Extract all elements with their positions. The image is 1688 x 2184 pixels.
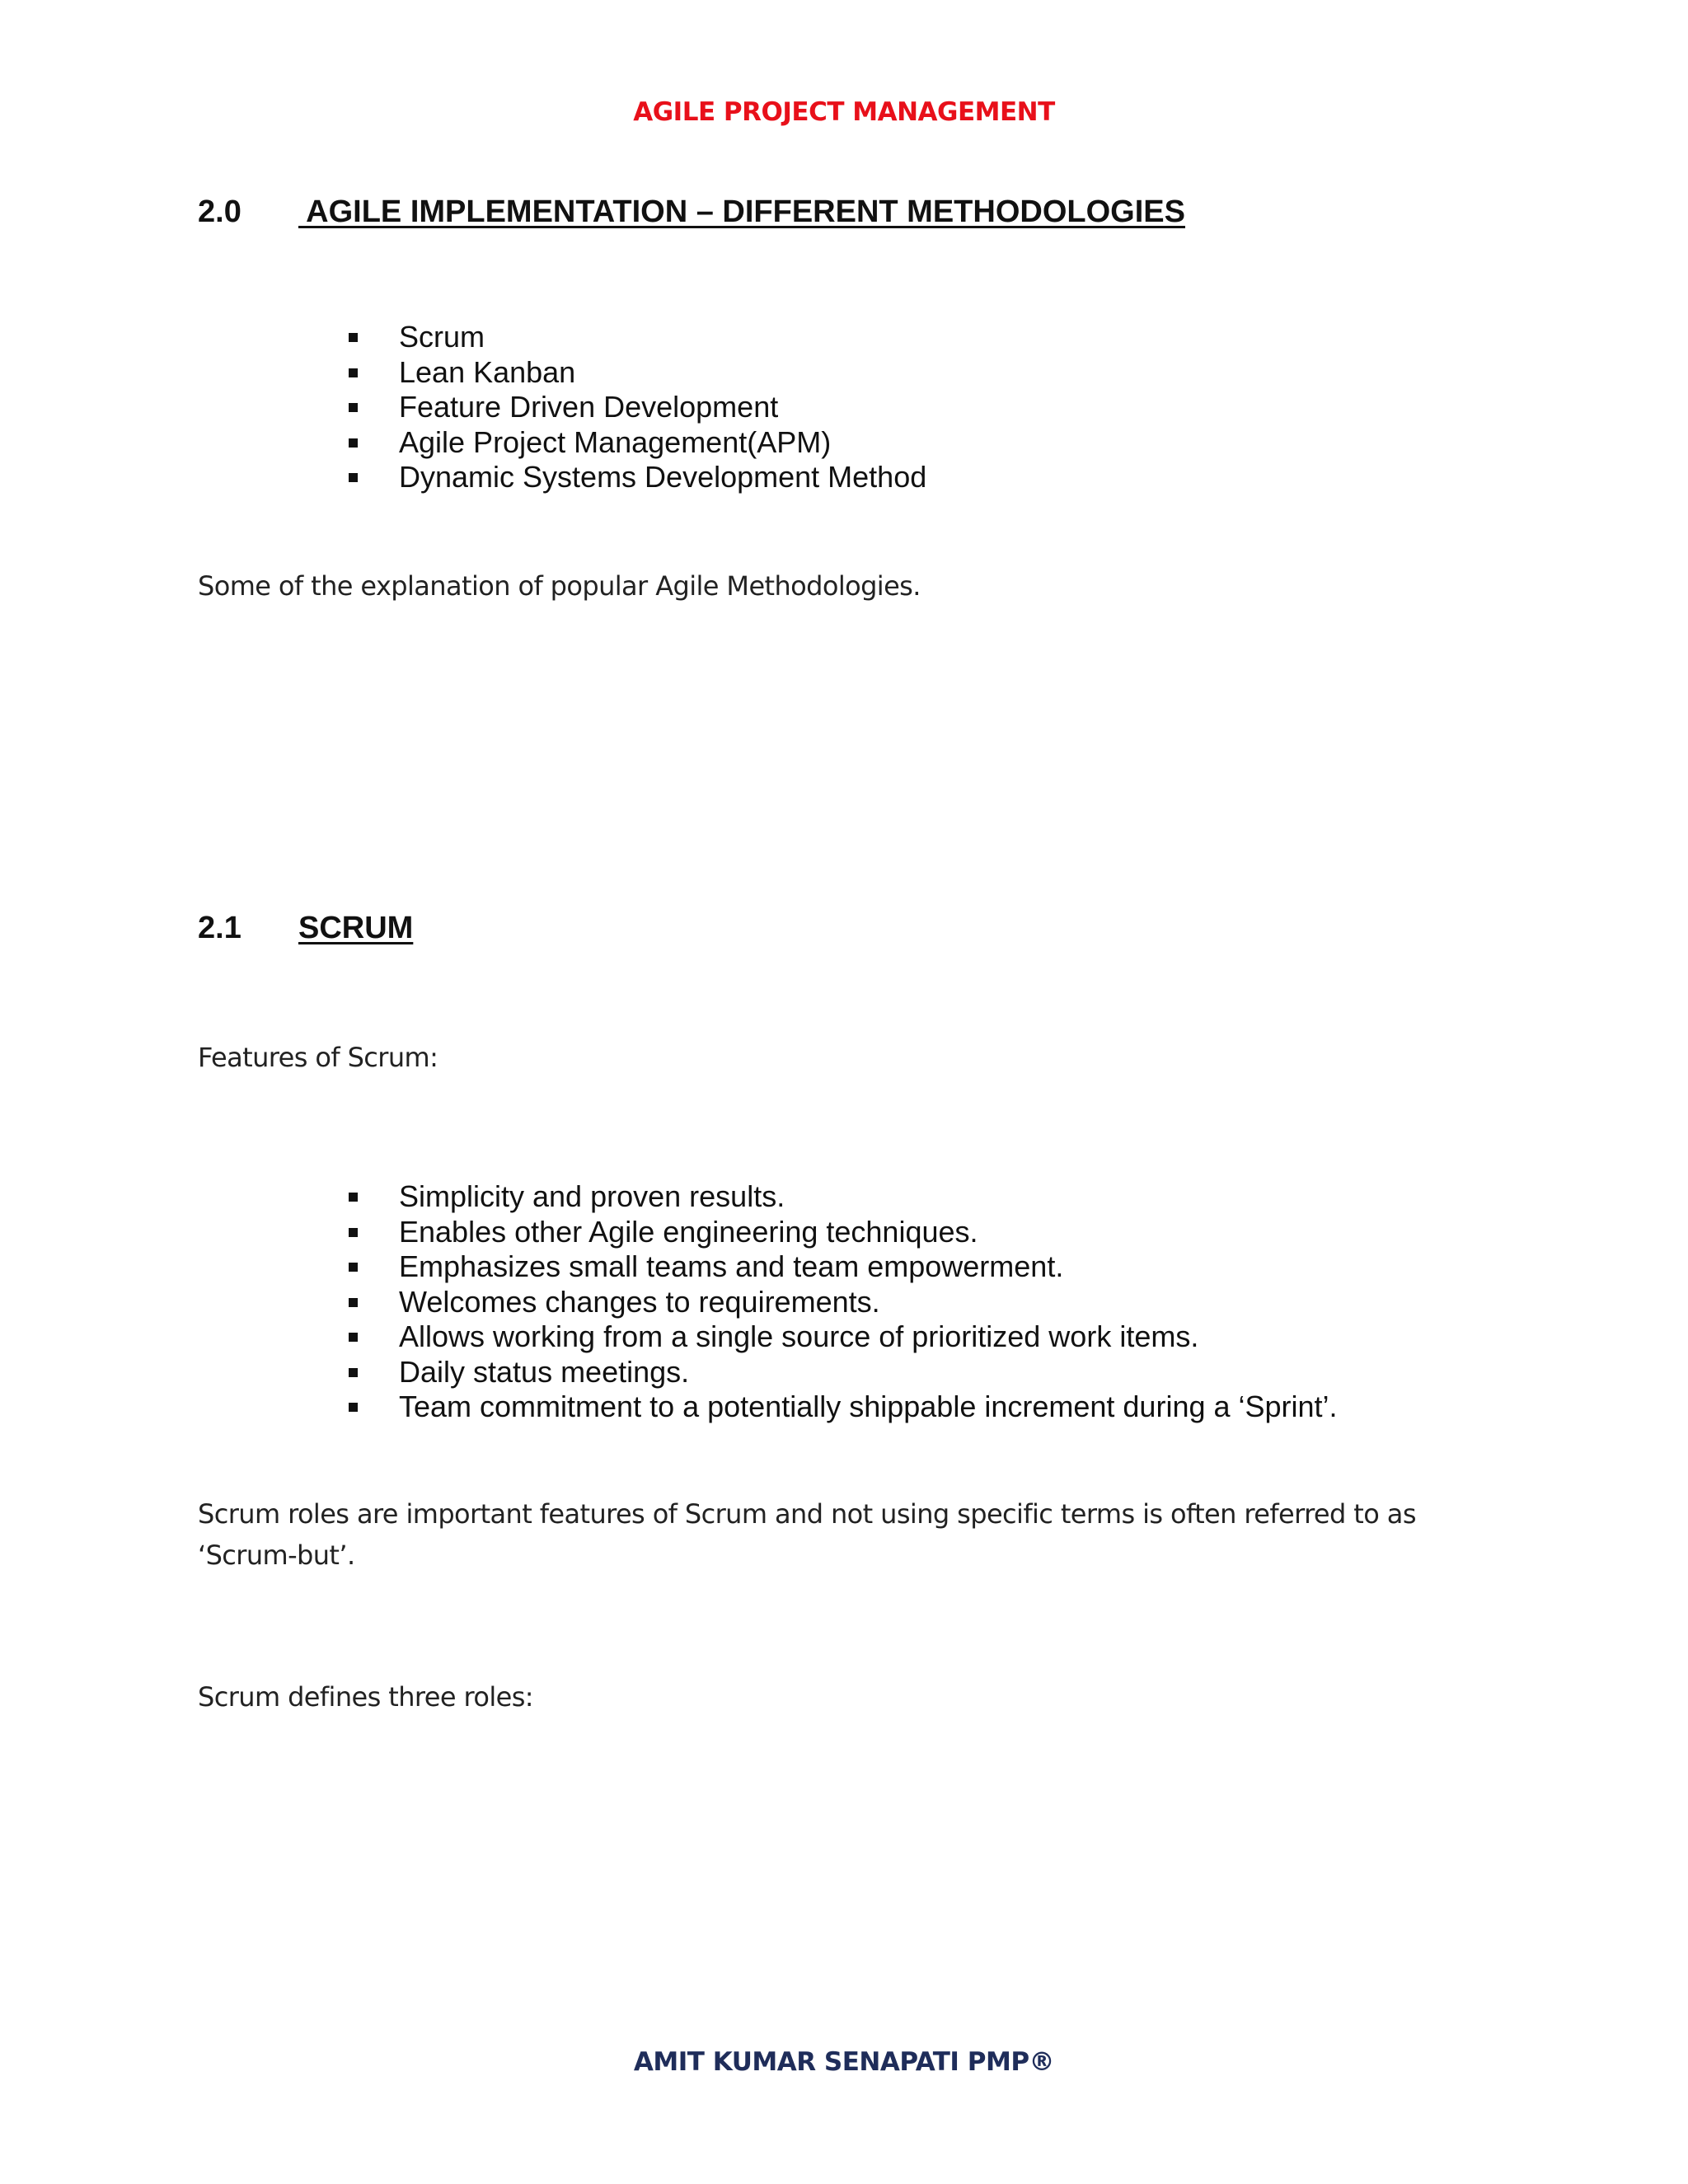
list-item (346, 1249, 1338, 1285)
list-item (346, 1285, 1338, 1320)
section-number: 2.1 (198, 911, 241, 945)
methodologies-list (346, 320, 926, 495)
square-bullet-icon (349, 403, 358, 412)
square-bullet-icon (349, 438, 358, 448)
list-item (346, 355, 926, 391)
list-item (346, 1390, 1338, 1425)
section-heading-2-0 (198, 194, 1185, 230)
page-header: AGILE PROJECT MANAGEMENT (633, 97, 1055, 127)
list-item-text: Emphasizes small teams and team empowerment. (399, 1249, 1064, 1283)
list-item (346, 1319, 1338, 1355)
list-item-text: Simplicity and proven results. (399, 1179, 785, 1213)
list-item-text: Enables other Agile engineering techniques. (399, 1214, 978, 1249)
section-title: SCRUM (298, 911, 414, 945)
square-bullet-icon (349, 1333, 358, 1342)
intro-paragraph: Some of the explanation of popular Agile Methodologies. (198, 570, 921, 602)
list-item-text: Team commitment to a potentially shippable increment during a ‘Sprint’. (399, 1390, 1338, 1423)
list-item-text: Scrum (399, 320, 485, 354)
list-item-text: Dynamic Systems Development Method (399, 460, 927, 494)
square-bullet-icon (349, 1368, 358, 1377)
list-item (346, 460, 926, 495)
list-item-text: Feature Driven Development (399, 390, 779, 424)
square-bullet-icon (349, 1193, 358, 1202)
list-item (346, 1179, 1338, 1215)
list-item (346, 425, 926, 461)
three-roles-paragraph: Scrum defines three roles: (198, 1681, 533, 1713)
scrum-roles-paragraph: Scrum roles are important features of Scrum and not using specific terms is often referred to as ‘Scrum-but’. (198, 1498, 1416, 1571)
square-bullet-icon (349, 368, 358, 377)
list-item (346, 390, 926, 425)
list-item-text: Allows working from a single source of prioritized work items. (399, 1319, 1199, 1353)
list-item-text: Welcomes changes to requirements. (399, 1284, 880, 1319)
square-bullet-icon (349, 1228, 358, 1237)
square-bullet-icon (349, 1403, 358, 1412)
list-item-text: Lean Kanban (399, 354, 576, 389)
square-bullet-icon (349, 473, 358, 482)
page-footer: AMIT KUMAR SENAPATI PMP® (633, 2047, 1055, 2077)
list-item (346, 1355, 1338, 1390)
list-item-text: Agile Project Management(APM) (399, 424, 832, 459)
features-label: Features of Scrum: (198, 1042, 438, 1073)
list-item (346, 1215, 1338, 1250)
section-heading-2-1 (198, 911, 413, 946)
section-title: AGILE IMPLEMENTATION – DIFFERENT METHODOLOGIES (298, 194, 1185, 229)
list-item-text: Daily status meetings. (399, 1354, 690, 1389)
scrum-features-list (346, 1179, 1338, 1425)
square-bullet-icon (349, 333, 358, 342)
list-item (346, 320, 926, 355)
square-bullet-icon (349, 1263, 358, 1272)
square-bullet-icon (349, 1298, 358, 1307)
section-number: 2.0 (198, 194, 241, 229)
